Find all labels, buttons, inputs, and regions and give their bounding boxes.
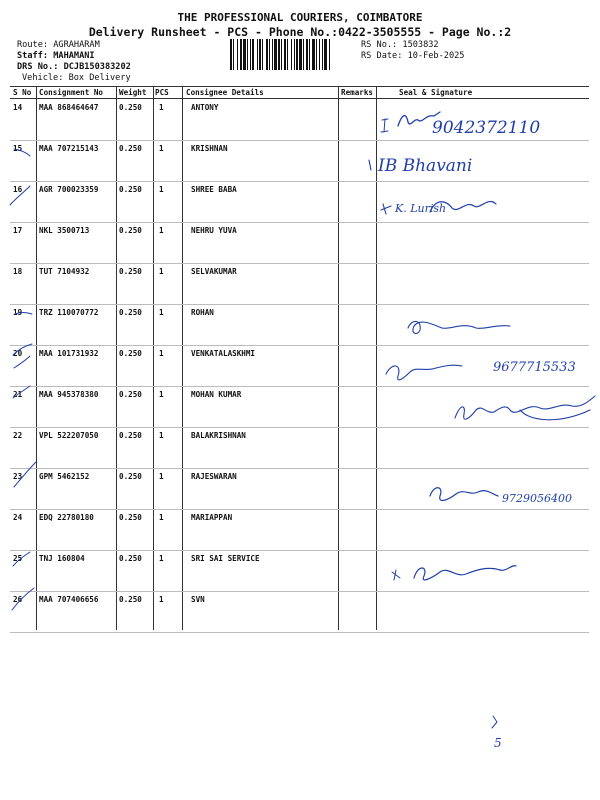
cell-weight: 0.250: [119, 103, 142, 112]
cell-pcs: 1: [159, 595, 164, 604]
col-divider: [116, 87, 117, 630]
cell-consignment: VPL 522207050: [39, 431, 99, 440]
cell-pcs: 1: [159, 185, 164, 194]
col-header-sno: S No: [13, 88, 32, 97]
row-separator: [10, 427, 589, 428]
cell-consignee: SRI SAI SERVICE: [191, 554, 260, 563]
cell-sno: 15: [13, 144, 23, 153]
cell-consignment: EDQ 22780180: [39, 513, 94, 522]
handwritten-phone: 9042372110: [432, 118, 541, 138]
cell-consignee: SELVAKUMAR: [191, 267, 237, 276]
cell-weight: 0.250: [119, 431, 142, 440]
cell-sno: 20: [13, 349, 23, 358]
cell-consignment: MAA 707215143: [39, 144, 99, 153]
row-separator: [10, 304, 589, 305]
cell-consignment: MAA 945378380: [39, 390, 99, 399]
cell-consignment: NKL 3500713: [39, 226, 90, 235]
row-separator: [10, 345, 589, 346]
table-top-rule: [10, 86, 589, 87]
row-separator: [10, 550, 589, 551]
cell-sno: 19: [13, 308, 23, 317]
cell-sno: 16: [13, 185, 23, 194]
row-separator: [10, 181, 589, 182]
cell-pcs: 1: [159, 472, 164, 481]
cell-consignment: MAA 101731932: [39, 349, 99, 358]
vehicle-label: Vehicle: Box Delivery: [22, 73, 131, 83]
route-label: Route: AGRAHARAM: [17, 40, 100, 50]
row-separator: [10, 591, 589, 592]
cell-pcs: 1: [159, 554, 164, 563]
cell-consignee: MOHAN KUMAR: [191, 390, 242, 399]
cell-sno: 24: [13, 513, 23, 522]
cell-consignee: VENKATALASKHMI: [191, 349, 256, 358]
cell-weight: 0.250: [119, 185, 142, 194]
cell-pcs: 1: [159, 431, 164, 440]
cell-weight: 0.250: [119, 554, 142, 563]
cell-consignee: RAJESWARAN: [191, 472, 237, 481]
cell-weight: 0.250: [119, 226, 142, 235]
handwritten-phone: 9677715533: [493, 360, 576, 375]
cell-consignment: AGR 700023359: [39, 185, 99, 194]
cell-weight: 0.250: [119, 349, 142, 358]
cell-consignee: ANTONY: [191, 103, 219, 112]
cell-pcs: 1: [159, 226, 164, 235]
cell-pcs: 1: [159, 103, 164, 112]
col-divider: [376, 87, 377, 630]
cell-consignee: SVN: [191, 595, 205, 604]
row-separator: [10, 386, 589, 387]
cell-sno: 17: [13, 226, 23, 235]
cell-consignee: BALAKRISHNAN: [191, 431, 246, 440]
cell-pcs: 1: [159, 513, 164, 522]
col-header-remarks: Remarks: [341, 88, 374, 97]
cell-consignment: TUT 7104932: [39, 267, 90, 276]
row-separator: [10, 632, 589, 633]
drs-number: DRS No.: DCJB150383202: [17, 62, 131, 72]
cell-pcs: 1: [159, 144, 164, 153]
col-header-consignee: Consignee Details: [186, 88, 264, 97]
cell-consignee: ROHAN: [191, 308, 214, 317]
handwritten-name: IB Bhavani: [378, 156, 473, 176]
cell-consignment: TRZ 110070772: [39, 308, 99, 317]
cell-weight: 0.250: [119, 472, 142, 481]
company-title: THE PROFESSIONAL COURIERS, COIMBATORE: [177, 11, 423, 24]
cell-pcs: 1: [159, 349, 164, 358]
handwritten-page-mark: 5: [494, 736, 502, 750]
handwritten-phone: 9729056400: [502, 492, 572, 505]
col-divider: [153, 87, 154, 630]
cell-consignee: NEHRU YUVA: [191, 226, 237, 235]
cell-sno: 25: [13, 554, 23, 563]
cell-weight: 0.250: [119, 390, 142, 399]
col-divider: [36, 87, 37, 630]
cell-consignee: MARIAPPAN: [191, 513, 233, 522]
barcode-image: [230, 39, 356, 70]
header-bottom-rule: [10, 98, 589, 99]
cell-pcs: 1: [159, 308, 164, 317]
col-divider: [338, 87, 339, 630]
cell-pcs: 1: [159, 267, 164, 276]
cell-consignment: MAA 868464647: [39, 103, 99, 112]
col-divider: [182, 87, 183, 630]
row-separator: [10, 263, 589, 264]
cell-weight: 0.250: [119, 267, 142, 276]
staff-label: Staff: MAHAMANI: [17, 51, 95, 61]
cell-weight: 0.250: [119, 308, 142, 317]
row-separator: [10, 509, 589, 510]
cell-sno: 21: [13, 390, 23, 399]
col-header-consignment: Consignment No: [39, 88, 104, 97]
cell-weight: 0.250: [119, 144, 142, 153]
row-separator: [10, 222, 589, 223]
cell-pcs: 1: [159, 390, 164, 399]
cell-consignee: SHREE BABA: [191, 185, 237, 194]
row-separator: [10, 468, 589, 469]
rs-number: RS No.: 1503832: [361, 40, 439, 50]
runsheet-subtitle: Delivery Runsheet - PCS - Phone No.:0422-3505555 - Page No.:2: [88, 25, 512, 39]
cell-sno: 14: [13, 103, 23, 112]
cell-consignee: KRISHNAN: [191, 144, 228, 153]
cell-sno: 18: [13, 267, 23, 276]
col-header-weight: Weight: [119, 88, 147, 97]
cell-consignment: TNJ 160804: [39, 554, 85, 563]
cell-consignment: GPM 5462152: [39, 472, 90, 481]
cell-consignment: MAA 707406656: [39, 595, 99, 604]
cell-sno: 22: [13, 431, 23, 440]
cell-weight: 0.250: [119, 595, 142, 604]
cell-sno: 23: [13, 472, 23, 481]
row-separator: [10, 140, 589, 141]
col-header-pcs: PCS: [155, 88, 169, 97]
handwritten-name: K. Lurish: [395, 202, 447, 215]
rs-date: RS Date: 10-Feb-2025: [361, 51, 465, 61]
col-header-signature: Seal & Signature: [399, 88, 473, 97]
cell-sno: 26: [13, 595, 23, 604]
cell-weight: 0.250: [119, 513, 142, 522]
